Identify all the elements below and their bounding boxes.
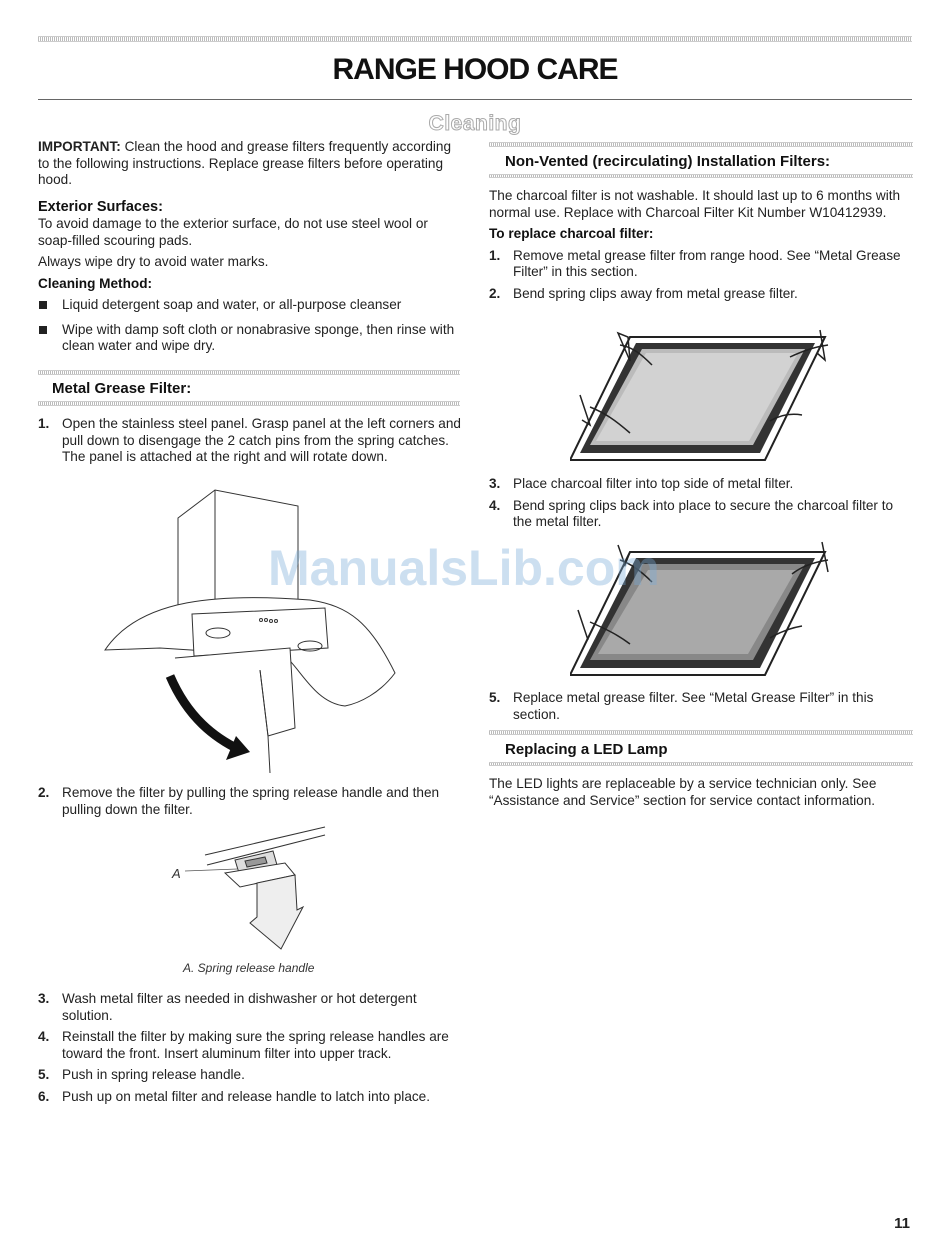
step-text: Reinstall the filter by making sure the spring release handles are toward the front. Insert aluminum filter into upper track.	[62, 1029, 449, 1061]
metal-filter-hatch-top	[38, 370, 460, 375]
step-number: 4.	[38, 1029, 50, 1044]
spring-release-illustration	[185, 825, 335, 950]
important-label: IMPORTANT:	[38, 139, 121, 154]
important-paragraph	[38, 139, 463, 189]
step-text: Bend spring clips back into place to secure the charcoal filter to the metal filter.	[513, 497, 894, 529]
list-item: Wipe with damp soft cloth or nonabrasive sponge, then rinse with clean water and wipe dry.	[38, 322, 463, 355]
list-item	[489, 690, 914, 723]
nonvented-paragraph: The charcoal filter is not washable. It should last up to 6 months with normal use. Replace with Charcoal Filter Kit Number W10412939.	[489, 188, 901, 220]
led-hatch-bottom	[489, 762, 913, 766]
left-steps-a	[38, 416, 463, 471]
exterior-surfaces-heading: Exterior Surfaces:	[38, 198, 163, 215]
list-item	[489, 498, 914, 531]
filter-clips-open-illustration	[570, 325, 835, 465]
left-steps-c	[38, 991, 463, 1110]
list-item	[38, 1089, 463, 1106]
step-number: 2.	[489, 285, 501, 301]
step-number: 1.	[489, 247, 501, 263]
page-number: 11	[894, 1215, 910, 1232]
step-text: Wash metal filter as needed in dishwasher or hot detergent solution.	[62, 991, 417, 1023]
exterior-paragraph-2: Always wipe dry to avoid water marks.	[38, 254, 269, 269]
step-text: Replace metal grease filter. See “Metal Grease Filter” in this section.	[513, 690, 874, 722]
led-lamp-heading: Replacing a LED Lamp	[505, 741, 668, 758]
figure-caption: A. Spring release handle	[183, 961, 315, 975]
right-steps-c	[489, 690, 914, 728]
list-item	[38, 785, 463, 818]
step-text: Place charcoal filter into top side of metal filter.	[513, 476, 794, 491]
led-hatch-top	[489, 730, 913, 735]
metal-grease-filter-heading: Metal Grease Filter:	[52, 380, 192, 397]
step-text: Remove the filter by pulling the spring release handle and then pulling down the filter.	[62, 785, 440, 817]
right-steps-b	[489, 476, 914, 536]
nonvented-hatch-bottom	[489, 174, 913, 178]
cleaning-method-heading: Cleaning Method:	[38, 275, 153, 291]
list-item	[38, 1029, 463, 1062]
step-text: Bend spring clips away from metal grease filter.	[513, 285, 798, 301]
nonvented-hatch-top	[489, 142, 913, 147]
led-paragraph: The LED lights are replaceable by a service technician only. See “Assistance and Service” section for service contact information.	[489, 776, 877, 808]
list-item	[38, 991, 463, 1024]
list-item	[38, 416, 463, 466]
figure-label-a: A	[172, 866, 181, 881]
step-number: 3.	[489, 476, 501, 491]
step-text: Open the stainless steel panel. Grasp panel at the left corners and pull down to disengage the 2 catch pins from the spring catches. The panel is attached at the right and will rotate down.	[62, 416, 461, 464]
watermark: ManualsLib.com	[268, 540, 660, 596]
step-number: 4.	[489, 497, 501, 513]
step-number: 3.	[38, 991, 50, 1006]
list-item	[489, 476, 914, 493]
page-title: RANGE HOOD CARE	[332, 53, 618, 86]
left-column-top	[38, 139, 463, 363]
important-text: Clean the hood and grease filters frequently according to the following instructions. Replace grease filters before operating hood.	[38, 139, 452, 187]
step-number: 5.	[489, 690, 501, 705]
step-text: Remove metal grease filter from range hood. See “Metal Grease Filter” in this section.	[513, 247, 901, 279]
step-number: 5.	[38, 1067, 50, 1082]
list-item	[489, 286, 914, 303]
left-steps-b	[38, 785, 463, 823]
nonvented-filters-heading: Non-Vented (recirculating) Installation Filters:	[505, 153, 831, 170]
exterior-paragraph-1: To avoid damage to the exterior surface, do not use steel wool or soap-filled scouring pads.	[38, 216, 428, 248]
replace-charcoal-heading: To replace charcoal filter:	[489, 226, 654, 241]
step-number: 1.	[38, 416, 50, 431]
list-item	[38, 1067, 463, 1084]
top-hatch-rule	[38, 36, 912, 42]
range-hood-illustration	[100, 488, 400, 778]
step-text: Push in spring release handle.	[62, 1067, 245, 1082]
section-title: Cleaning	[428, 112, 522, 135]
right-column-top	[489, 188, 914, 307]
title-underline	[38, 99, 912, 100]
step-number: 6.	[38, 1088, 50, 1104]
cleaning-method-list	[38, 297, 463, 355]
metal-filter-hatch-bottom	[38, 401, 460, 406]
step-number: 2.	[38, 785, 50, 800]
step-text: Push up on metal filter and release handle to latch into place.	[62, 1088, 431, 1104]
list-item	[489, 248, 914, 281]
list-item: Liquid detergent soap and water, or all-purpose cleanser	[38, 297, 463, 314]
